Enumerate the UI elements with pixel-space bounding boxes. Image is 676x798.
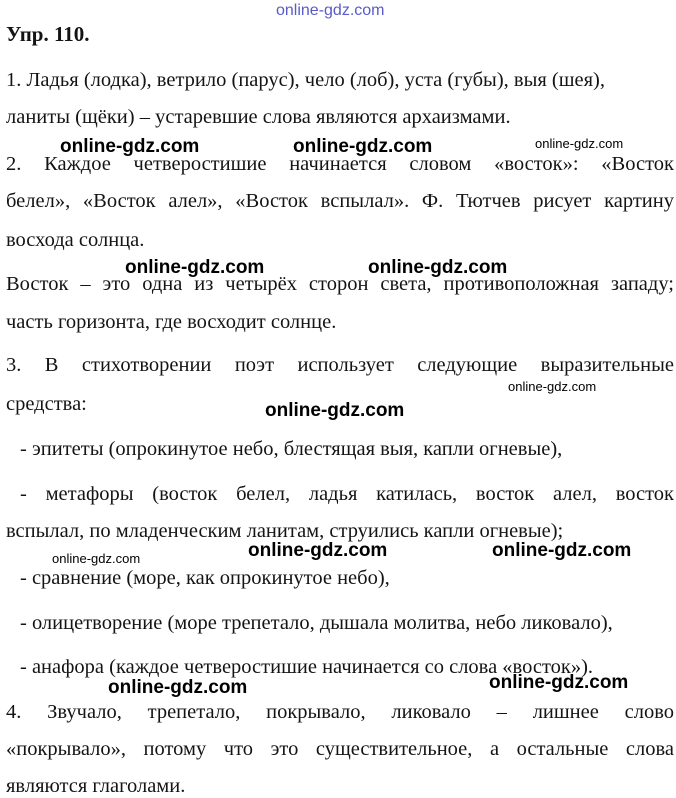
text-line-6: Восток – это одна из четырёх сторон света, противоположная западу; — [6, 273, 674, 295]
text-line-15: - анафора (каждое четверостишие начинается со слова «восток»). — [20, 656, 594, 678]
watermark: online-gdz.com — [248, 540, 388, 561]
watermark: online-gdz.com — [52, 551, 141, 566]
watermark: online-gdz.com — [368, 257, 508, 278]
watermark: online-gdz.com — [492, 540, 632, 561]
text-line-1: 1. Ладья (лодка), ветрило (парус), чело (лоб), уста (губы), выя (шея), — [6, 69, 606, 91]
text-line-8: 3. В стихотворении поэт использует следующие выразительные — [6, 354, 674, 376]
text-line-18: являются глаголами. — [6, 775, 186, 797]
watermark: online-gdz.com — [60, 136, 200, 157]
text-line-7: часть горизонта, где восходит солнце. — [6, 311, 337, 333]
text-line-2: ланиты (щёки) – устаревшие слова являются архаизмами. — [6, 106, 511, 128]
watermark: online-gdz.com — [108, 677, 248, 698]
text-line-11: - метафоры (восток белел, ладья катилась, восток алел, восток — [20, 483, 674, 505]
text-line-10: - эпитеты (опрокинутое небо, блестящая выя, капли огневые), — [20, 438, 563, 460]
text-line-5: восхода солнца. — [6, 229, 145, 251]
text-line-12: вспылал, по младенческим ланитам, струились капли огневые); — [6, 520, 564, 542]
text-line-9: средства: — [6, 393, 87, 415]
text-line-13: - сравнение (море, как опрокинутое небо), — [20, 567, 390, 589]
text-line-3: 2. Каждое четверостишие начинается словом «восток»: «Восток — [6, 153, 674, 175]
watermark: online-gdz.com — [125, 257, 265, 278]
text-line-17: «покрывало», потому что это существительное, а остальные слова — [6, 738, 674, 760]
text-line-14: - олицетворение (море трепетало, дышала молитва, небо ликовало), — [20, 612, 613, 634]
text-line-4: белел», «Восток алел», «Восток вспылал». Ф. Тютчев рисует картину — [6, 190, 674, 212]
watermark: online-gdz.com — [535, 136, 624, 151]
exercise-title: Упр. 110. — [6, 22, 90, 46]
watermark-top: online-gdz.com — [276, 2, 385, 19]
watermark: online-gdz.com — [293, 136, 433, 157]
watermark: online-gdz.com — [508, 379, 597, 394]
text-line-16: 4. Звучало, трепетало, покрывало, ликовало – лишнее слово — [6, 701, 674, 723]
watermark: online-gdz.com — [489, 672, 629, 693]
watermark: online-gdz.com — [265, 400, 405, 421]
